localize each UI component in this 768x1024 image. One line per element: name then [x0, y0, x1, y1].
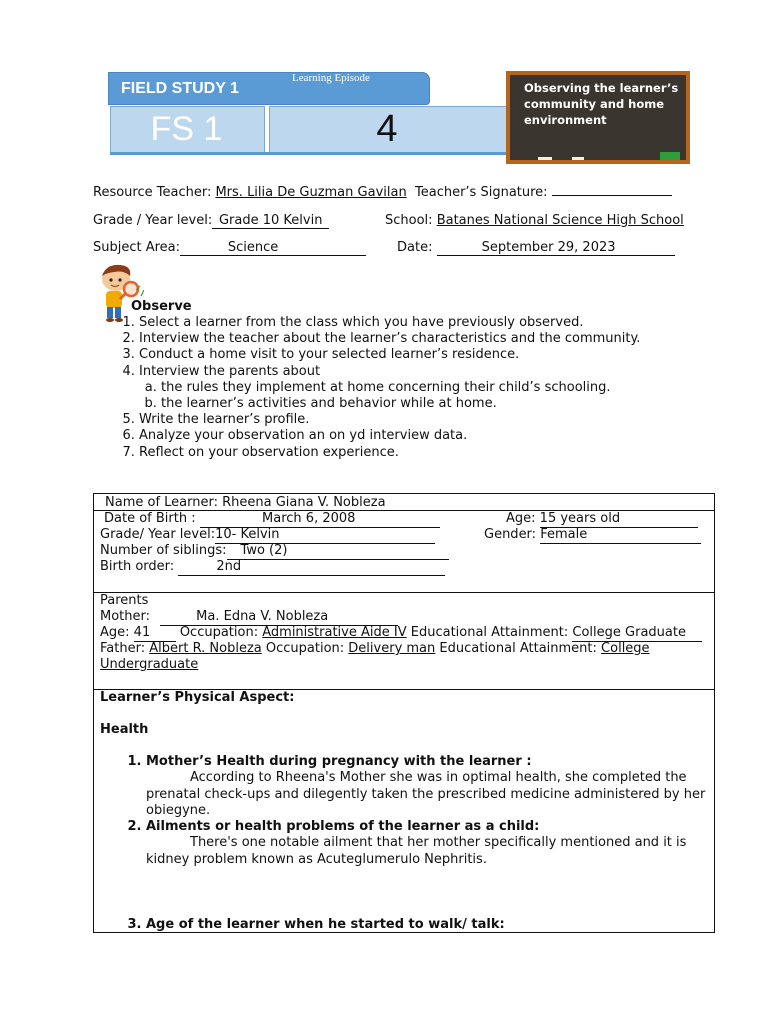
date-label: Date: — [397, 240, 433, 255]
subject-row — [93, 240, 366, 256]
list-item — [146, 917, 706, 933]
school-row — [385, 213, 684, 228]
parents-title: Parents — [100, 593, 149, 608]
father-occupation-label: Occupation: — [265, 641, 345, 656]
siblings-value: Two (2) — [227, 543, 449, 560]
eraser-icon — [660, 152, 680, 160]
subject-value: Science — [180, 240, 366, 256]
question-text: Age of the learner when he started to walk/ talk: — [146, 917, 505, 933]
resource-teacher-value: Mrs. Lilia De Guzman Gavilan — [215, 185, 407, 200]
mother-education-value: College Graduate — [572, 625, 702, 642]
list-item: 2. Interview the teacher about the learner’s characteristics and the community. — [139, 331, 759, 347]
field-study-title: FIELD STUDY 1 — [121, 80, 239, 97]
learner-name-label: Name of Learner: — [105, 495, 218, 510]
gender-row — [484, 527, 701, 544]
siblings-row — [100, 543, 449, 560]
list-item — [146, 754, 706, 819]
grade-row — [93, 213, 329, 229]
gender-value: Female — [540, 527, 701, 544]
observe-steps — [115, 315, 759, 461]
list-item: 7. Reflect on your observation experience. — [139, 445, 759, 461]
father-education-value: College — [601, 641, 650, 656]
age-row — [506, 511, 698, 528]
resource-teacher-row — [93, 185, 407, 200]
age-value: 15 years old — [540, 511, 698, 528]
birth-order-label: Birth order: — [100, 559, 175, 574]
answer-line: There's one notable ailment that her mother specifically mentioned and it is — [190, 835, 687, 851]
learner-name-value: Rheena Giana V. Nobleza — [222, 495, 386, 510]
answer-line: According to Rheena's Mother she was in optimal health, she completed the — [190, 770, 687, 786]
mother-details-row — [100, 625, 702, 642]
list-item: 6. Analyze your observation an on yd interview data. — [139, 428, 759, 444]
question-text: Ailments or health problems of the learner as a child: — [146, 819, 540, 835]
mother-education-label: Educational Attainment: — [410, 625, 569, 640]
signature-label: Teacher’s Signature: — [415, 185, 548, 200]
grade-value: Grade 10 Kelvin — [212, 213, 329, 229]
health-title: Health — [100, 722, 149, 737]
learner-grade-value: 10- Kelvin — [215, 527, 435, 544]
answer-line: prenatal check-ups and dilegently taken the prescribed medicine administered by her — [146, 786, 706, 802]
dob-label: Date of Birth : — [104, 511, 196, 526]
table-divider — [93, 592, 715, 593]
mother-row — [100, 609, 398, 626]
list-item-text: Interview the parents about — [139, 363, 321, 379]
mother-age-value: 41 — [134, 625, 176, 642]
mother-label: Mother: — [100, 609, 151, 624]
grade-label: Grade / Year level: — [93, 213, 213, 228]
health-questions — [123, 754, 706, 933]
resource-teacher-label: Resource Teacher: — [93, 185, 212, 200]
chalk-icon — [538, 157, 552, 160]
list-item: 1. Select a learner from the class which you have previously observed. — [139, 315, 759, 331]
fs-code: FS 1 — [150, 110, 223, 148]
age-label: Age: — [506, 511, 536, 526]
learner-name-row — [105, 495, 386, 511]
mother-age-label: Age: — [100, 625, 130, 640]
father-education-continued: Undergraduate — [100, 657, 199, 672]
birth-order-value: 2nd — [178, 559, 445, 576]
learner-grade-label: Grade/ Year level: — [100, 527, 216, 542]
date-row — [397, 240, 675, 256]
siblings-label: Number of siblings: — [100, 543, 227, 558]
answer-line: kidney problem known as Acuteglumerulo Nephritis. — [146, 851, 487, 867]
birth-order-row — [100, 559, 445, 576]
learner-grade-row — [100, 527, 435, 544]
mother-value: Ma. Edna V. Nobleza — [160, 609, 398, 626]
question-text: Mother’s Health during pregnancy with the learner : — [146, 754, 532, 769]
dob-row — [104, 511, 440, 528]
mother-occupation-label: Occupation: — [179, 625, 259, 640]
answer-space — [146, 868, 706, 917]
banner-underline — [110, 152, 508, 155]
chalkboard-text: Observing the learner’s community and home environment — [524, 81, 679, 127]
observe-title: Observe — [131, 299, 192, 314]
father-label: Father: — [100, 641, 146, 656]
list-item — [139, 364, 759, 413]
father-occupation-value: Delivery man — [348, 641, 436, 656]
mother-occupation-value: Administrative Aide IV — [262, 625, 407, 640]
date-value: September 29, 2023 — [437, 240, 675, 256]
father-education-label: Educational Attainment: — [439, 641, 597, 656]
list-item — [146, 819, 706, 917]
father-value: Albert R. Nobleza — [149, 641, 262, 656]
episode-label: Learning Episode — [292, 72, 370, 84]
school-value: Batanes National Science High School — [436, 213, 684, 228]
episode-number: 4 — [376, 108, 398, 150]
dob-value: March 6, 2008 — [200, 511, 440, 528]
school-label: School: — [385, 213, 433, 228]
signature-line — [552, 195, 672, 196]
observe-sub-steps — [139, 380, 759, 412]
physical-aspect-title: Learner’s Physical Aspect: — [100, 690, 295, 705]
gender-label: Gender: — [484, 527, 537, 542]
list-item: 5. Write the learner’s profile. — [139, 412, 759, 428]
father-row — [100, 641, 650, 657]
chalk-icon — [572, 157, 584, 160]
list-item: a. the rules they implement at home concerning their child’s schooling. — [161, 380, 759, 396]
list-item: b. the learner’s activities and behavior while at home. — [161, 396, 759, 412]
signature-row — [415, 185, 672, 200]
answer-line: obiegyne. — [146, 802, 211, 818]
list-item: 3. Conduct a home visit to your selected learner’s residence. — [139, 347, 759, 363]
subject-label: Subject Area: — [93, 240, 181, 255]
